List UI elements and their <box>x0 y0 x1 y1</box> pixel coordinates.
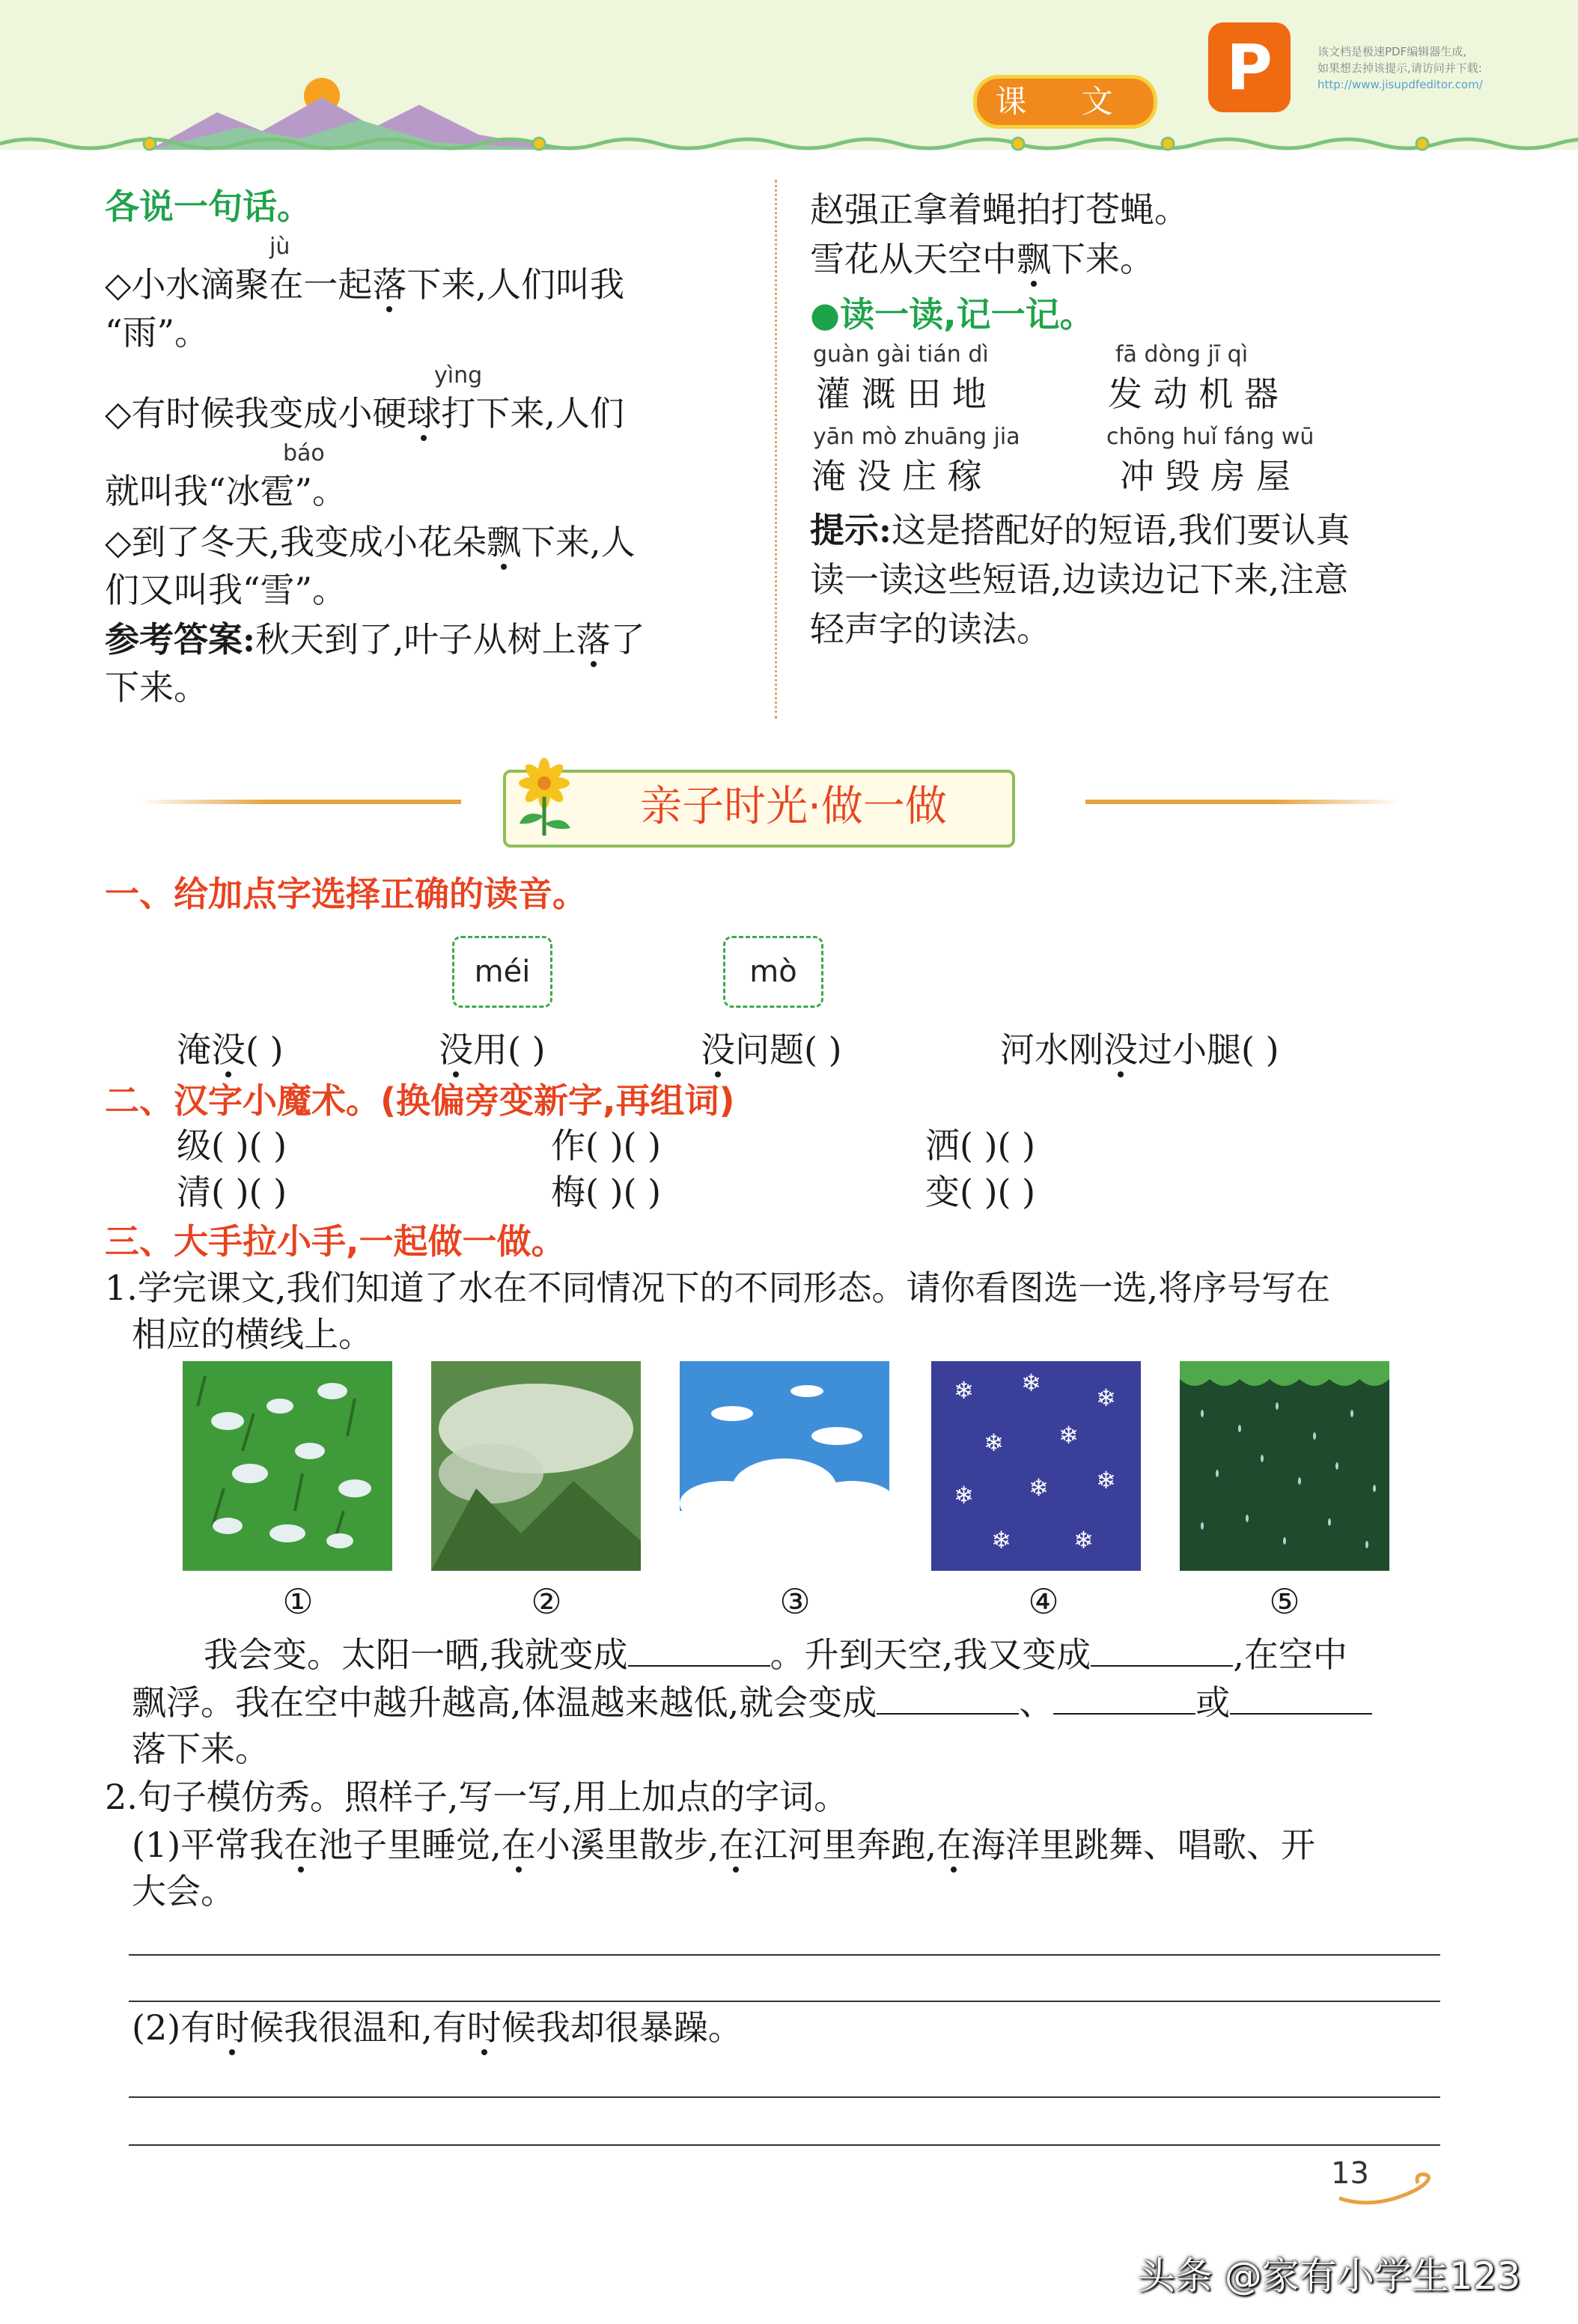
page-number: 13 <box>1331 2156 1369 2191</box>
pinyin-w3: yān mò zhuāng jia <box>813 424 1020 450</box>
sentence-1-cont: 大会。 <box>132 1871 235 1911</box>
q2-cell: 洒( )( ) <box>925 1125 1036 1166</box>
svg-text:❄: ❄ <box>1096 1384 1116 1412</box>
picture-label-5: ⑤ <box>1269 1581 1300 1622</box>
pinyin-option-mo: mò <box>723 936 823 1008</box>
picture-label-1: ① <box>282 1581 314 1622</box>
fill-line-2: 飘浮。我在空中越升越高,体温越来越低,就会变成 、 或 <box>132 1679 1372 1727</box>
q1-heading: 一、给加点字选择正确的读音。 <box>105 874 587 914</box>
pinyin-w4: chōng huǐ fáng wū <box>1106 424 1315 450</box>
q2-heading: 二、汉字小魔术。(换偏旁变新字,再组词) <box>105 1080 735 1121</box>
left-line-4: 就叫我“冰雹”。 <box>105 471 347 511</box>
tip-line-2: 读一读这些短语,边读边记下来,注意 <box>810 559 1349 600</box>
rain-image <box>1180 1361 1389 1571</box>
q2-cell: 作( )( ) <box>551 1125 662 1166</box>
q1-item-3: 没问题( ) <box>701 1029 842 1070</box>
answer-blank[interactable] <box>1091 1632 1233 1667</box>
dew-on-grass-image <box>183 1361 392 1571</box>
pdf-note-link[interactable]: http://www.jisupdfeditor.com/ <box>1317 78 1483 91</box>
column-divider <box>775 180 777 719</box>
svg-text:❄: ❄ <box>984 1429 1004 1457</box>
pinyin-w2: fā dòng jī qì <box>1115 341 1249 368</box>
clouds-sky-image <box>680 1361 889 1571</box>
svg-text:❄: ❄ <box>1073 1526 1094 1554</box>
writing-line[interactable] <box>129 2001 1440 2002</box>
q2-cell: 变( )( ) <box>925 1172 1036 1212</box>
pdf-editor-note <box>1317 43 1572 93</box>
left-line-1: ◇小水滴聚在一起落下来,人们叫我 <box>105 264 625 305</box>
answer-line: 参考答案:秋天到了,叶子从树上落了 <box>105 619 645 660</box>
fill-line-1: 我会变。太阳一晒,我就变成 。升到天空,我又变成 ,在空中 <box>204 1631 1347 1679</box>
pinyin-ju: jù <box>269 234 290 260</box>
pinyin-bao: báo <box>283 440 325 466</box>
writing-line[interactable] <box>129 2144 1440 2146</box>
pinyin-option-mei: méi <box>452 936 552 1008</box>
banner-rule-left <box>139 800 461 804</box>
q3-p1-line2: 相应的横线上。 <box>132 1314 373 1354</box>
q1-item-2: 没用( ) <box>439 1029 546 1070</box>
q2-cell: 级( )( ) <box>177 1125 287 1166</box>
svg-text:❄: ❄ <box>954 1376 974 1405</box>
tip-line-3: 轻声字的读法。 <box>810 609 1051 649</box>
chrysanthemum-icon <box>511 756 578 839</box>
watermark: 头条 @家有小学生123 <box>1138 2254 1521 2298</box>
svg-text:❄: ❄ <box>1021 1369 1041 1397</box>
right-line-2: 雪花从天空中飘下来。 <box>810 239 1154 279</box>
sentence-2: (2)有时候我很温和,有时候我却很暴躁。 <box>132 2007 743 2048</box>
q3-heading: 三、大手拉小手,一起做一做。 <box>105 1221 566 1262</box>
svg-text:❄: ❄ <box>991 1526 1011 1554</box>
svg-text:❄: ❄ <box>1058 1421 1079 1450</box>
right-line-1: 赵强正拿着蝇拍打苍蝇。 <box>810 189 1189 230</box>
picture-label-3: ③ <box>779 1581 811 1622</box>
q3-p1-line1: 1.学完课文,我们知道了水在不同情况下的不同形态。请你看图选一选,将序号写在 <box>105 1268 1331 1308</box>
mist-mountains-image <box>431 1361 641 1571</box>
pinyin-ying: yìng <box>434 362 483 389</box>
snowflakes-image <box>931 1361 1141 1571</box>
header-wave-border <box>0 133 1578 156</box>
q2-cell: 梅( )( ) <box>551 1172 662 1212</box>
q3-p2: 2.句子模仿秀。照样子,写一写,用上加点的字词。 <box>105 1777 849 1817</box>
banner-rule-right <box>1085 800 1400 804</box>
q2-cell: 清( )( ) <box>177 1172 287 1212</box>
picture-label-4: ④ <box>1028 1581 1059 1622</box>
q1-item-1: 淹没( ) <box>177 1029 284 1070</box>
pdf-note-line: 如果想去掉该提示,请访问并下载: <box>1317 61 1482 75</box>
answer-blank[interactable] <box>1053 1680 1195 1715</box>
answer-blank[interactable] <box>1230 1680 1372 1715</box>
word-4: 冲 毁 房 屋 <box>1120 456 1291 496</box>
svg-text:❄: ❄ <box>1029 1473 1049 1502</box>
q1-item-4: 河水刚没过小腿( ) <box>1000 1029 1279 1070</box>
sentence-1: (1)平常我在池子里睡觉,在小溪里散步,在江河里奔跑,在海洋里跳舞、唱歌、开 <box>132 1825 1316 1865</box>
tip-line-1: 提示:这是搭配好的短语,我们要认真 <box>810 510 1350 550</box>
pdf-note-line: 该文档是极速PDF编辑器生成, <box>1317 45 1466 58</box>
answer-blank[interactable] <box>877 1680 1019 1715</box>
writing-line[interactable] <box>129 1954 1440 1956</box>
left-col-heading: 各说一句话。 <box>105 186 311 227</box>
svg-text:❄: ❄ <box>954 1481 974 1509</box>
writing-line[interactable] <box>129 2096 1440 2098</box>
word-3: 淹 没 庄 稼 <box>811 456 982 496</box>
right-col-heading: ●读一读,记一记。 <box>810 294 1094 335</box>
answer-line-2: 下来。 <box>105 667 208 708</box>
picture-label-2: ② <box>531 1581 562 1622</box>
word-2: 发 动 机 器 <box>1108 374 1279 414</box>
pinyin-w1: guàn gài tián dì <box>813 341 989 368</box>
svg-text:❄: ❄ <box>1096 1466 1116 1494</box>
left-line-3: ◇有时候我变成小硬球打下来,人们 <box>105 393 625 434</box>
left-line-5: ◇到了冬天,我变成小花朵飘下来,人 <box>105 522 636 562</box>
answer-blank[interactable] <box>628 1632 770 1667</box>
fill-line-3: 落下来。 <box>132 1729 269 1769</box>
word-1: 灌 溉 田 地 <box>816 374 987 414</box>
pdf-editor-logo-icon: P <box>1208 22 1291 112</box>
left-line-6: 们又叫我“雪”。 <box>105 570 347 610</box>
left-line-2: “雨”。 <box>105 312 210 353</box>
banner-title: 亲子时光·做一做 <box>640 782 947 831</box>
section-tab-label: 课 文 <box>973 75 1157 129</box>
